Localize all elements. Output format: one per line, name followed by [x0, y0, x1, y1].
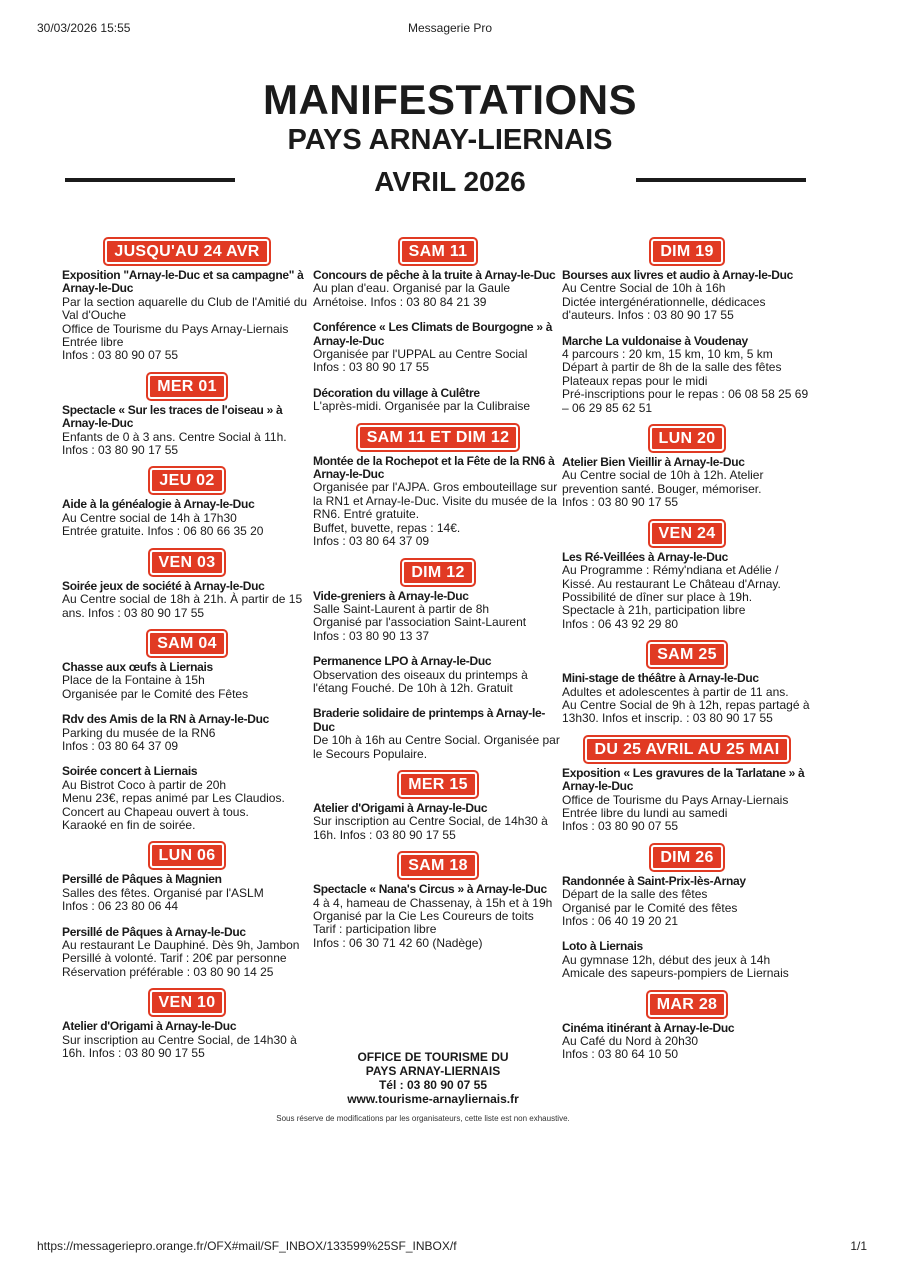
event-item [313, 707, 563, 761]
event-title: Concours de pêche à la truite à Arnay-le-Duc [313, 268, 556, 282]
event-detail: Plateaux repas pour le midi [562, 373, 708, 388]
event-item [562, 269, 812, 323]
event-title: Vide-greniers à Arnay-le-Duc [313, 588, 469, 603]
office-phone: Tél : 03 80 90 07 55 [378, 1078, 488, 1092]
event-detail: Sur inscription au Centre Social, de 14h30 à 16h. Infos : 03 80 90 17 55 [62, 1032, 297, 1061]
event-detail: Départ de la salle des fêtes [562, 887, 708, 902]
event-detail: Enfants de 0 à 3 ans. Centre Social à 11h. [62, 429, 287, 444]
office-contact [313, 1050, 553, 1106]
event-detail: Salle Saint-Laurent à partir de 8h [313, 601, 490, 616]
event-item [562, 456, 812, 510]
event-item [313, 883, 563, 950]
event-detail: Infos : 03 80 90 07 55 [562, 819, 679, 834]
event-detail: Sur inscription au Centre Social, de 14h30 à 16h. Infos : 03 80 90 17 55 [313, 814, 548, 842]
event-detail: Au gymnase 12h, début des jeux à 14h [562, 952, 771, 967]
event-detail: Salles des fêtes. Organisé par l'ASLM [62, 885, 264, 900]
date-header [62, 991, 312, 1014]
event-detail: Infos : 03 80 64 10 50 [562, 1047, 679, 1062]
date-badge: DU 25 AVRIL AU 25 MAI [586, 738, 787, 761]
event-detail: Office de Tourisme du Pays Arnay-Liernais [562, 792, 789, 807]
event-item [313, 269, 563, 309]
title-rule-right [636, 178, 806, 182]
event-title: Bourses aux livres et audio à Arnay-le-Duc [562, 268, 794, 282]
event-detail: De 10h à 16h au Centre Social. Organisée par le Secours Populaire. [313, 733, 560, 761]
event-title: Spectacle « Sur les traces de l'oiseau » à Arnay-le-Duc [62, 402, 283, 431]
date-header [62, 375, 312, 398]
date-header [562, 993, 812, 1016]
print-page-number: 1/1 [850, 1239, 867, 1253]
date-header [313, 561, 563, 584]
event-title: Atelier d'Origami à Arnay-le-Duc [313, 800, 488, 815]
date-header [562, 846, 812, 869]
date-header [562, 427, 812, 450]
month-title: AVRIL 2026 [374, 166, 526, 197]
event-item [313, 321, 563, 375]
event-detail: Infos : 03 80 90 17 55 [313, 360, 430, 375]
event-title: Cinéma itinérant à Arnay-le-Duc [562, 1020, 735, 1035]
event-title: Persillé de Pâques à Magnien [62, 872, 222, 887]
event-title: Montée de la Rochepot et la Fête de la RN6 à Arnay-le-Duc [313, 453, 555, 482]
office-website: www.tourisme-arnayliernais.fr [347, 1092, 519, 1106]
event-item [62, 269, 312, 363]
event-detail: Organisé par l'association Saint-Laurent [313, 615, 527, 630]
event-detail: Infos : 06 23 80 06 44 [62, 899, 179, 914]
event-title: Spectacle « Nana's Circus » à Arnay-le-Duc [313, 882, 547, 897]
date-badge: LUN 20 [651, 427, 724, 450]
event-title: Aide à la généalogie à Arnay-le-Duc [62, 497, 255, 512]
date-header [313, 773, 563, 796]
event-detail: Entrée libre du lundi au samedi [562, 805, 728, 820]
event-detail: Infos : 06 40 19 20 21 [562, 914, 679, 928]
event-item [62, 404, 312, 458]
office-name-line1: OFFICE DE TOURISME DU [357, 1050, 509, 1064]
date-header [313, 240, 563, 263]
date-header [562, 643, 812, 666]
event-title: Marche La vuldonaise à Voudenay [562, 333, 748, 348]
date-badge: SAM 25 [649, 643, 725, 666]
date-badge: LUN 06 [151, 844, 224, 867]
event-item [62, 498, 312, 538]
event-detail: 4 à 4, hameau de Chassenay, à 15h et à 19h [313, 895, 553, 910]
title-rule-left [65, 178, 235, 182]
event-item [62, 765, 312, 832]
print-datetime: 30/03/2026 15:55 [37, 21, 131, 35]
events-column-3 [562, 240, 812, 1074]
event-detail: Entrée libre [62, 335, 124, 350]
event-detail: Observation des oiseaux du printemps à l'étang Fouché. De 10h à 12h. Gratuit [313, 667, 528, 695]
event-item [562, 1022, 812, 1062]
event-detail: Réservation préférable : 03 80 90 14 25 [62, 964, 274, 979]
events-column-1 [62, 240, 312, 1072]
event-detail: Au Centre social de 14h à 17h30 [62, 510, 237, 525]
event-item [562, 940, 812, 980]
event-item [62, 873, 312, 913]
date-header [62, 551, 312, 574]
event-detail: Karaoké en fin de soirée. [62, 817, 196, 832]
event-item [313, 655, 563, 695]
date-badge: MAR 28 [649, 993, 725, 1016]
event-detail: Infos : 06 30 71 42 60 (Nadège) [313, 935, 483, 950]
event-item [313, 590, 563, 644]
event-detail: Au Centre social de 10h à 12h. Atelier prevention santé. Bouger, mémoriser. [562, 468, 764, 496]
event-detail: Organisée par l'UPPAL au Centre Social [313, 347, 528, 362]
event-title: Mini-stage de théâtre à Arnay-le-Duc [562, 671, 759, 686]
event-title: Exposition "Arnay-le-Duc et sa campagne" à Arnay-le-Duc [62, 268, 304, 296]
event-detail: Par la section aquarelle du Club de l'Amitié du Val d'Ouche [62, 294, 308, 323]
event-detail: Infos : 03 80 64 37 09 [313, 534, 430, 549]
event-item [313, 802, 563, 842]
event-item [562, 551, 812, 631]
event-detail: Infos : 03 80 90 07 55 [62, 348, 179, 363]
date-badge: DIM 19 [652, 240, 721, 263]
print-url: https://messageriepro.orange.fr/OFX#mail/SF_INBOX/133599%25SF_INBOX/f [37, 1239, 457, 1253]
event-detail: Dictée intergénérationnelle, dédicaces d'auteurs. Infos : 03 80 90 17 55 [562, 294, 766, 323]
date-badge: VEN 24 [651, 522, 724, 545]
event-title: Les Ré-Veillées à Arnay-le-Duc [562, 549, 728, 564]
event-item [62, 661, 312, 701]
event-detail: Parking du musée de la RN6 [62, 725, 216, 740]
date-header [62, 844, 312, 867]
date-badge: SAM 11 ET DIM 12 [359, 426, 518, 449]
event-detail: Place de la Fontaine à 15h [62, 673, 205, 688]
events-column-2 [313, 240, 563, 962]
date-header [313, 854, 563, 877]
event-title: Atelier d'Origami à Arnay-le-Duc [62, 1019, 237, 1034]
date-badge: JUSQU'AU 24 AVR [106, 240, 267, 263]
event-detail: Menu 23€, repas animé par Les Claudios. [62, 791, 285, 806]
event-detail: Buffet, buvette, repas : 14€. [313, 520, 461, 535]
date-badge: DIM 26 [652, 846, 721, 869]
event-detail: Organisée par le Comité des Fêtes [62, 686, 249, 701]
event-detail: Concert au Chapeau ouvert à tous. [62, 804, 249, 819]
date-badge: JEU 02 [151, 469, 222, 492]
event-detail: Au Centre Social de 9h à 12h, repas partagé à 13h30. Infos et inscrip. : 03 80 90 17 55 [562, 697, 810, 726]
event-item [62, 580, 312, 620]
event-title: Conférence « Les Climats de Bourgogne » à Arnay-le-Duc [313, 320, 553, 348]
event-detail: 4 parcours : 20 km, 15 km, 10 km, 5 km [562, 347, 773, 362]
event-title: Randonnée à Saint-Prix-lès-Arnay [562, 873, 746, 888]
event-detail: Organisé par le Comité des fêtes [562, 900, 738, 915]
event-title: Braderie solidaire de printemps à Arnay-le-Duc [313, 706, 546, 734]
event-detail: Pré-inscriptions pour le repas : 06 08 58 25 69 – 06 29 85 62 51 [562, 387, 809, 415]
event-detail: Infos : 03 80 90 13 37 [313, 628, 430, 643]
event-detail: Infos : 03 80 64 37 09 [62, 738, 179, 753]
date-header [62, 240, 312, 263]
event-detail: Infos : 03 80 90 17 55 [562, 495, 679, 510]
event-detail: Infos : 03 80 90 17 55 [62, 443, 179, 458]
date-badge: MER 01 [149, 375, 225, 398]
event-title: Soirée concert à Liernais [62, 764, 198, 779]
event-detail: Possibilité de dîner sur place à 19h. [562, 589, 753, 604]
office-name-line2: PAYS ARNAY-LIERNAIS [365, 1064, 501, 1078]
event-detail: Au Bistrot Coco à partir de 20h [62, 777, 227, 792]
event-detail: Spectacle à 21h, participation libre [562, 603, 746, 618]
event-detail: Au restaurant Le Dauphiné. Dès 9h, Jambon Persillé à volonté. Tarif : 20€ par personne [62, 938, 300, 966]
event-title: Permanence LPO à Arnay-le-Duc [313, 654, 492, 669]
event-detail: Entrée gratuite. Infos : 06 80 66 35 20 [62, 524, 264, 539]
event-title: Exposition « Les gravures de la Tarlatane » à Arnay-le-Duc [562, 765, 805, 794]
event-detail: Organisé par la Cie Les Coureurs de toits [313, 909, 534, 923]
print-app-name: Messagerie Pro [407, 21, 493, 35]
date-header [313, 426, 563, 449]
event-item [313, 455, 563, 549]
event-detail: Au Café du Nord à 20h30 [562, 1034, 699, 1049]
page-title: MANIFESTATIONS [262, 76, 638, 123]
event-detail: Au plan d'eau. Organisé par la Gaule Arnétoise. Infos : 03 80 84 21 39 [313, 281, 511, 309]
date-badge: SAM 11 [401, 240, 476, 263]
event-detail: L'après-midi. Organisée par la Culibraise [313, 399, 531, 414]
date-header [62, 469, 312, 492]
date-header [562, 240, 812, 263]
date-badge: MER 15 [400, 773, 476, 796]
event-detail: Organisée par l'AJPA. Gros embouteillage sur la RN1 et Arnay-le-Duc. Visite du musée de la RN6. Entré gratuite. [313, 480, 558, 522]
date-header [62, 632, 312, 655]
date-badge: DIM 12 [403, 561, 472, 584]
event-detail: Amicale des sapeurs-pompiers de Liernais [562, 966, 789, 981]
date-badge: SAM 04 [149, 632, 225, 655]
date-badge: SAM 18 [400, 854, 476, 877]
event-item [313, 387, 563, 414]
date-badge: VEN 10 [151, 991, 224, 1014]
event-title: Atelier Bien Vieillir à Arnay-le-Duc [562, 455, 745, 470]
event-title: Rdv des Amis de la RN à Arnay-le-Duc [62, 712, 270, 727]
event-detail: Au Centre social de 18h à 21h. À partir de 15 ans. Infos : 03 80 90 17 55 [62, 592, 303, 620]
event-item [562, 335, 812, 415]
event-detail: Tarif : participation libre [313, 922, 437, 937]
event-item [62, 926, 312, 980]
event-detail: Infos : 06 43 92 29 80 [562, 616, 679, 631]
event-detail: Au Programme : Rémy'ndiana et Adélie / Kissé. Au restaurant Le Château d'Arnay. [562, 563, 781, 591]
event-detail: Adultes et adolescentes à partir de 11 ans. [562, 684, 789, 699]
date-header [562, 522, 812, 545]
event-title: Chasse aux œufs à Liernais [62, 659, 213, 674]
event-item [62, 1020, 312, 1060]
event-detail: Office de Tourisme du Pays Arnay-Liernais [62, 321, 289, 336]
date-badge: VEN 03 [151, 551, 224, 574]
page-subtitle: PAYS ARNAY-LIERNAIS [287, 124, 613, 156]
event-detail: Départ à partir de 8h de la salle des fêtes [562, 360, 782, 375]
disclaimer: Sous réserve de modifications par les organisateurs, cette liste est non exhaustive. [276, 1114, 570, 1123]
date-header [562, 738, 812, 761]
event-item [62, 713, 312, 753]
event-item [562, 767, 812, 834]
event-title: Soirée jeux de société à Arnay-le-Duc [62, 578, 265, 593]
event-title: Loto à Liernais [562, 939, 643, 954]
event-item [562, 875, 812, 929]
event-item [562, 672, 812, 726]
event-title: Décoration du village à Culêtre [313, 385, 480, 400]
event-title: Persillé de Pâques à Arnay-le-Duc [62, 924, 246, 939]
event-detail: Au Centre Social de 10h à 16h [562, 281, 726, 296]
